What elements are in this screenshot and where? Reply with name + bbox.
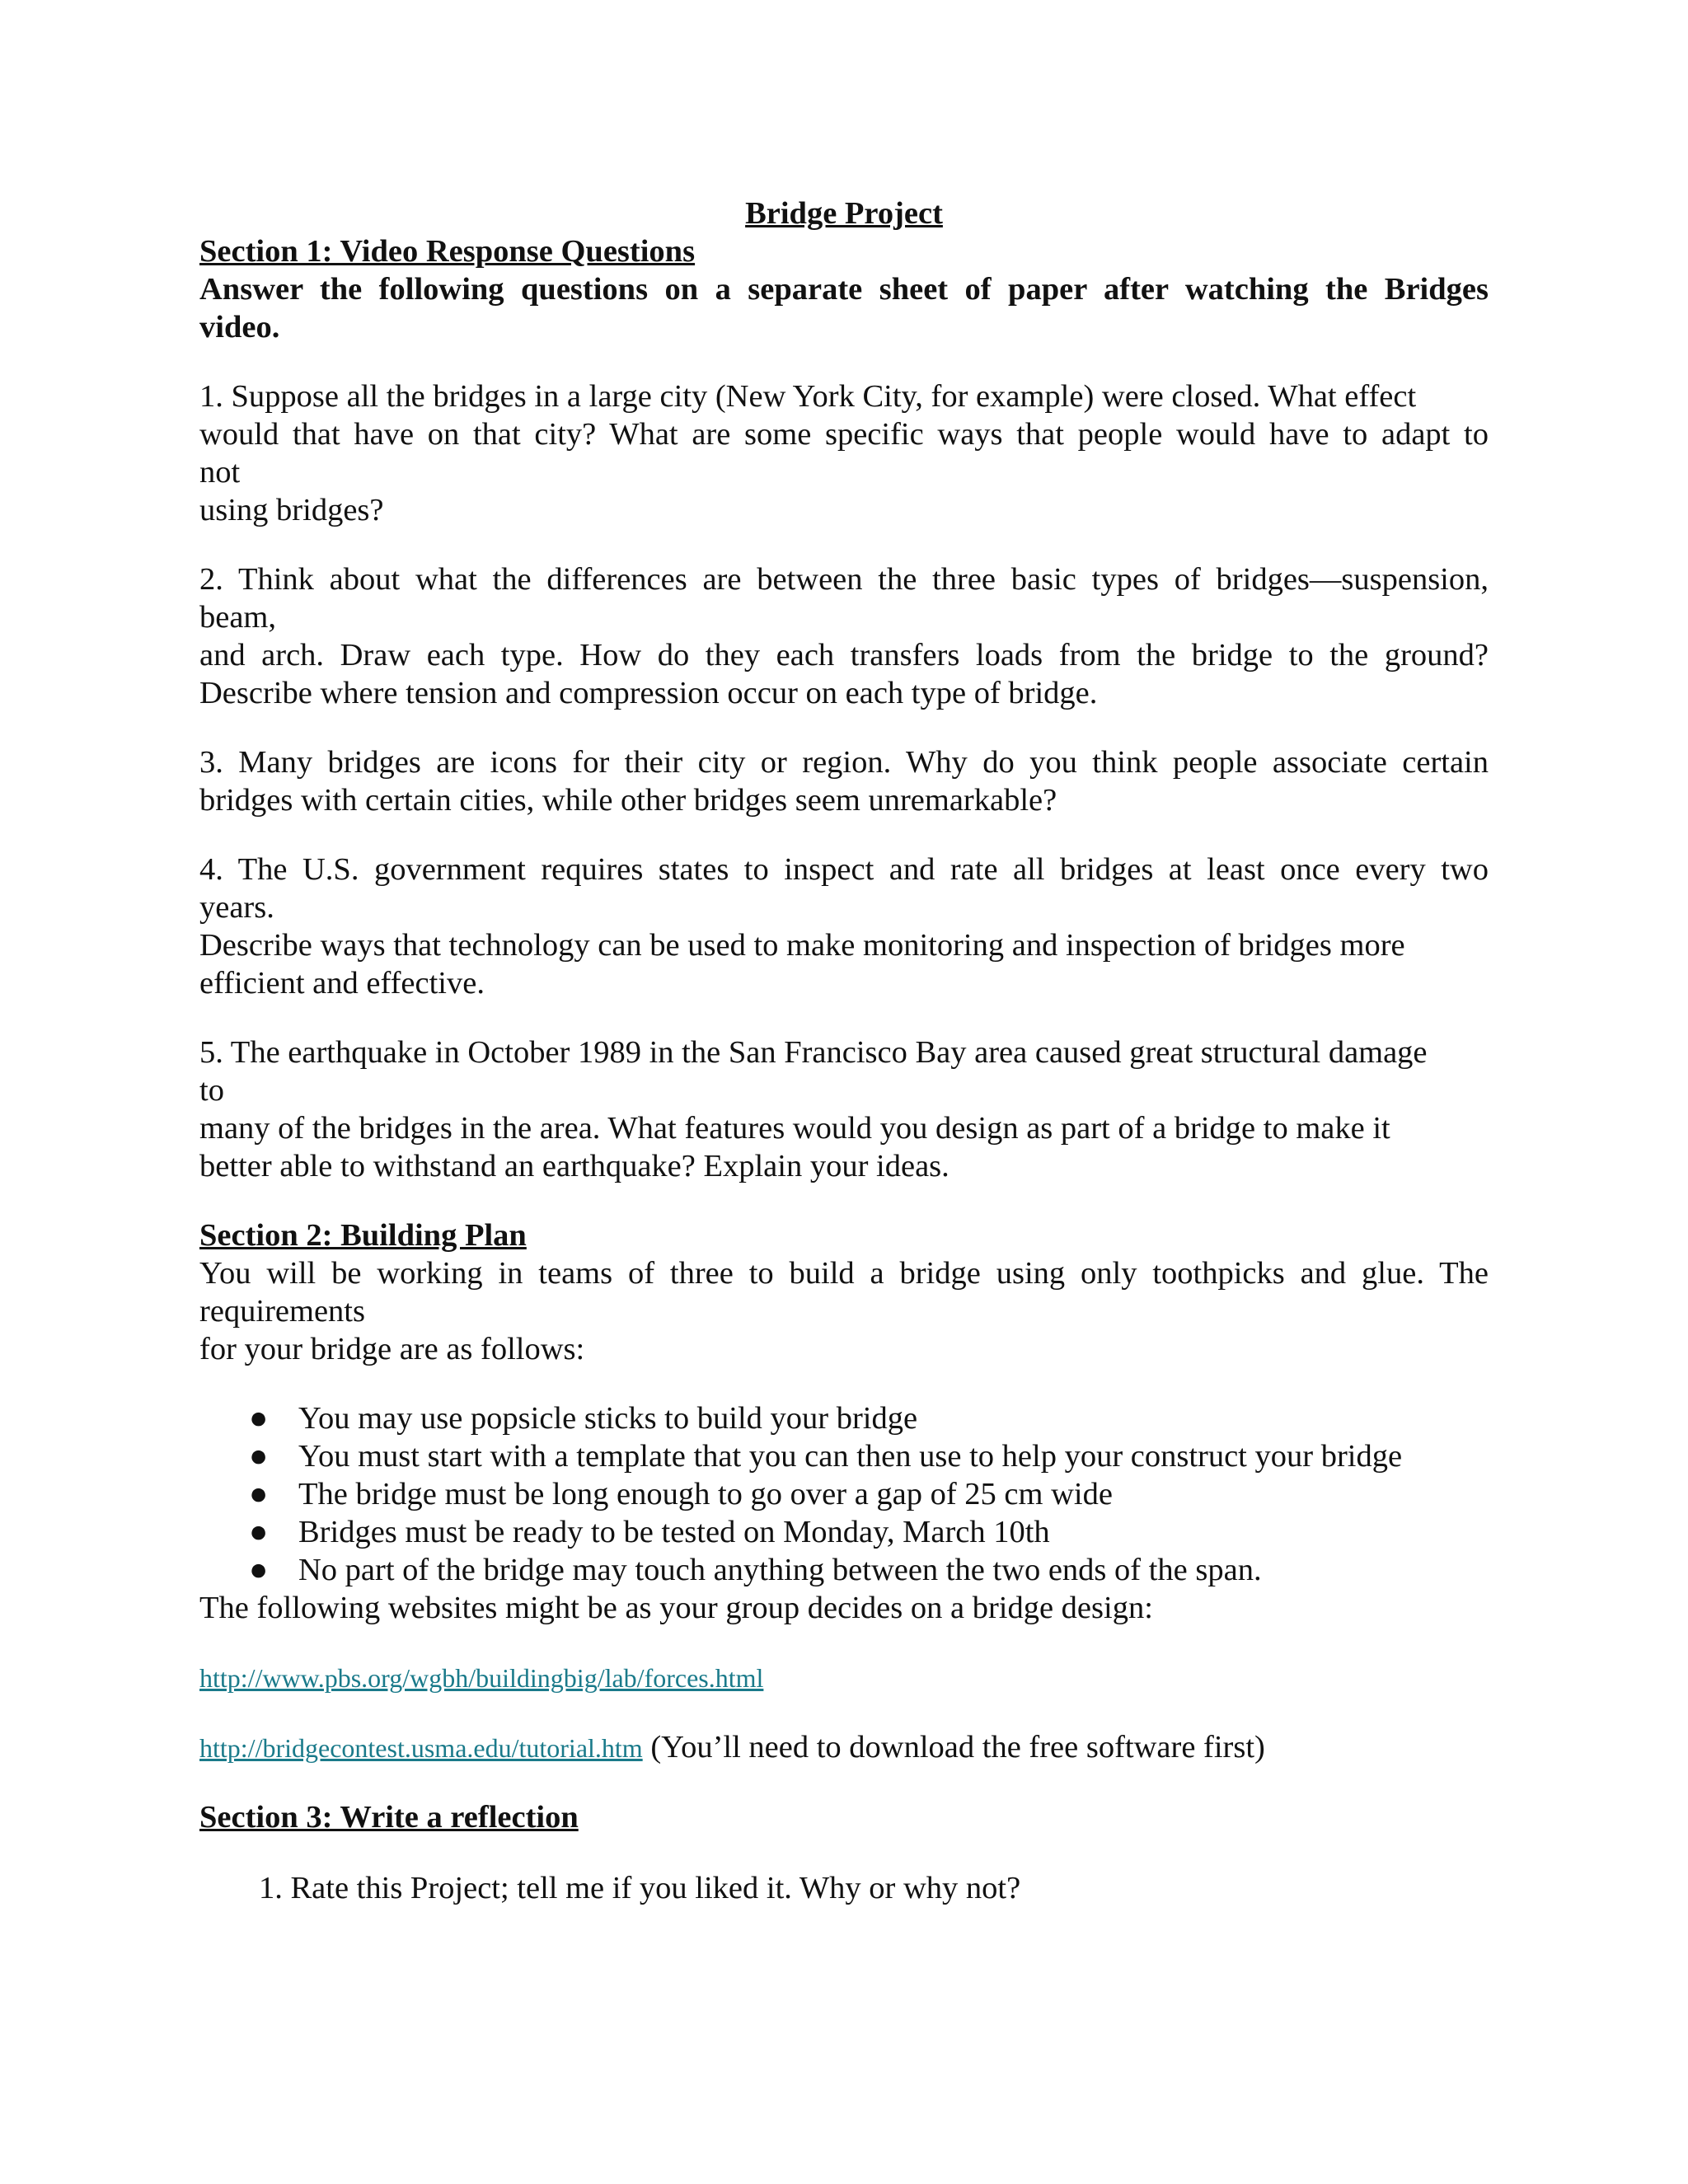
requirement-text: The bridge must be long enough to go over a gap of 25 cm wide	[298, 1477, 1113, 1511]
requirement-text: No part of the bridge may touch anything between the two ends of the span.	[298, 1553, 1262, 1587]
requirement-text: Bridges must be ready to be tested on Monday, March 10th	[298, 1515, 1050, 1549]
question-4	[199, 851, 1489, 1002]
question-5	[199, 1033, 1489, 1185]
requirement-item	[249, 1551, 1489, 1589]
bullet-icon: ●	[249, 1401, 269, 1436]
question-3	[199, 743, 1489, 819]
section-2-heading: Section 2: Building Plan	[199, 1218, 527, 1253]
link-note: (You’ll need to download the free software first)	[642, 1730, 1265, 1765]
pbs-forces-link[interactable]: http://www.pbs.org/wgbh/buildingbig/lab/forces.html	[199, 1663, 764, 1693]
intro-line: for your bridge are as follows:	[199, 1332, 585, 1366]
question-line: better able to withstand an earthquake? Explain your ideas.	[199, 1149, 950, 1183]
document-title: Bridge Project	[745, 196, 943, 231]
question-line: 1. Suppose all the bridges in a large city (New York City, for example) were closed. What effect	[199, 379, 1417, 414]
document-page	[199, 194, 1489, 1907]
requirement-item	[249, 1437, 1489, 1475]
question-line: 4. The U.S. government requires states to inspect and rate all bridges at least once every two	[199, 852, 1489, 887]
question-line: to	[199, 1073, 224, 1108]
instruction-line: video.	[199, 310, 280, 344]
requirement-item	[249, 1513, 1489, 1551]
reflection-number: 1.	[259, 1871, 283, 1905]
intro-line: requirements	[199, 1294, 365, 1329]
websites-intro: The following websites might be as your group decides on a bridge design:	[199, 1591, 1153, 1625]
intro-line: You will be working in teams of three to build a bridge using only toothpicks and glue. The	[199, 1256, 1489, 1291]
question-line: Describe where tension and compression occur on each type of bridge.	[199, 676, 1098, 710]
reflection-item	[199, 1869, 1489, 1907]
section-1-heading: Section 1: Video Response Questions	[199, 234, 696, 269]
question-line: efficient and effective.	[199, 966, 485, 1001]
requirement-text: You may use popsicle sticks to build your bridge	[298, 1401, 918, 1436]
question-line: using bridges?	[199, 493, 384, 527]
bridgecontest-tutorial-link[interactable]: http://bridgecontest.usma.edu/tutorial.htm	[199, 1733, 643, 1763]
requirement-item	[249, 1399, 1489, 1437]
question-line: beam,	[199, 600, 276, 635]
question-line: not	[199, 455, 241, 490]
question-line: Describe ways that technology can be used to make monitoring and inspection of bridges more	[199, 928, 1405, 963]
question-line: and arch. Draw each type. How do they each transfers loads from the bridge to the ground?	[199, 638, 1489, 673]
question-line: would that have on that city? What are some specific ways that people would have to adapt to	[199, 417, 1489, 452]
section-1-instruction	[199, 270, 1489, 346]
requirements-list	[199, 1399, 1489, 1589]
bullet-icon: ●	[249, 1439, 269, 1474]
question-line: years.	[199, 890, 274, 925]
question-2	[199, 560, 1489, 712]
link-row-2	[199, 1728, 1489, 1767]
section-3-heading: Section 3: Write a reflection	[199, 1800, 579, 1835]
instruction-line: Answer the following questions on a separate sheet of paper after watching the Bridges	[199, 272, 1489, 307]
bullet-icon: ●	[249, 1553, 269, 1587]
question-line: 2. Think about what the differences are between the three basic types of bridges—suspension,	[199, 562, 1489, 597]
bullet-icon: ●	[249, 1477, 269, 1511]
question-line: many of the bridges in the area. What features would you design as part of a bridge to make it	[199, 1111, 1390, 1146]
question-line: 5. The earthquake in October 1989 in the San Francisco Bay area caused great structural damage	[199, 1035, 1428, 1070]
question-line: bridges with certain cities, while other bridges seem unremarkable?	[199, 783, 1057, 818]
section-2-intro	[199, 1254, 1489, 1368]
reflection-text: Rate this Project; tell me if you liked it. Why or why not?	[290, 1871, 1021, 1905]
requirement-item	[249, 1475, 1489, 1513]
bullet-icon: ●	[249, 1515, 269, 1549]
requirement-text: You must start with a template that you can then use to help your construct your bridge	[298, 1439, 1403, 1474]
link-row-1	[199, 1658, 1489, 1697]
question-1	[199, 377, 1489, 529]
question-line: 3. Many bridges are icons for their city or region. Why do you think people associate certain	[199, 745, 1489, 780]
